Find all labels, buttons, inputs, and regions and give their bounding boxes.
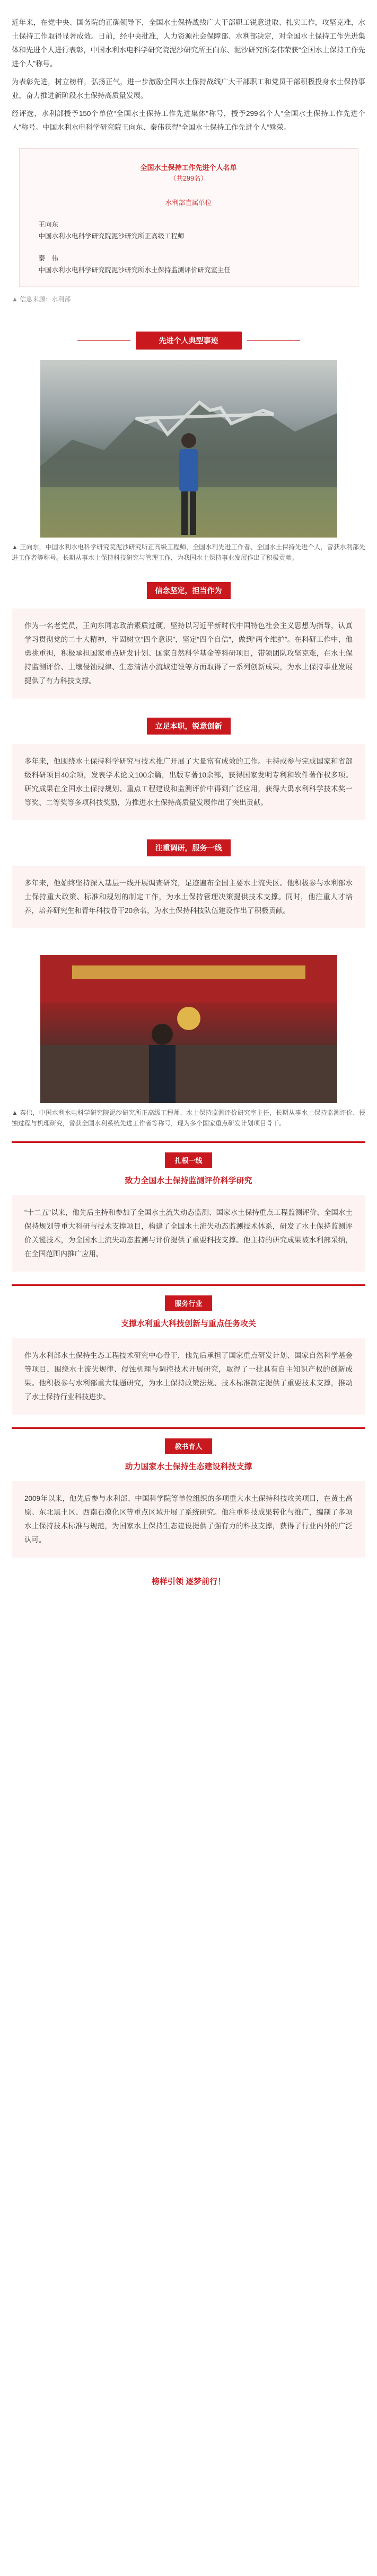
- source-line: ▲ 信息来源：水利部: [12, 296, 71, 303]
- intro-paragraph-2: 为表彰先进，树立榜样，弘扬正气，进一步激励全国水土保持战线广大干部职工和党员干部积极投身水土保持事业，奋力推进新阶段水土保持高质量发展。: [12, 78, 365, 100]
- section-banner: 先进个人典型事迹: [136, 332, 242, 350]
- honor-list-subtitle: （共299名）: [170, 175, 207, 182]
- award-label: 教书育人: [165, 1438, 212, 1454]
- person-name: 王向东: [38, 221, 59, 228]
- award-text: 作为水利部水土保持生态工程技术研究中心骨干，他先后承担了国家重点研发计划、国家自然科学基金等项目，围绕水土流失规律、侵蚀机理与调控技术开展研究，取得了一批具有自主知识产权的创新成果。他积极参与水利部重大课题研究，为水土保持政策法规、技术标准制定提供了重要技术支撑，推动了水土保持行业科技进步。: [24, 1352, 353, 1401]
- honor-list-title: 全国水土保持工作先进个人名单: [140, 164, 237, 172]
- content-box: [12, 744, 365, 820]
- award-card: [12, 1284, 365, 1415]
- content-box: [12, 609, 365, 699]
- award-label: 扎根一线: [165, 1152, 212, 1168]
- mountain-photo: [40, 360, 337, 538]
- content-box: [12, 1195, 365, 1272]
- block-heading: [12, 718, 365, 735]
- award-title: 致力全国水土保持监测评价科学研究: [125, 1176, 252, 1185]
- photo-caption: ▲ 秦伟，中国水利水电科学研究院泥沙研究所正高级工程师、水土保持监测评价研究室主任，长期从事水土保持监测评价、侵蚀过程与机理研究，曾获全国水利系统先进工作者等称号，现为多个国家重点研发计划项目骨干。: [12, 1109, 365, 1127]
- award-head: [12, 1295, 365, 1311]
- person-unit: 中国水利水电科学研究院泥沙研究所水土保持监测评价研究室主任: [38, 266, 231, 274]
- content-box: [12, 1481, 365, 1558]
- award-head: [12, 1152, 365, 1168]
- person-unit: 中国水利水电科学研究院泥沙研究所正高级工程师: [38, 232, 185, 240]
- block-heading-label: 注重调研，服务一线: [147, 839, 231, 856]
- photo-caption: ▲ 王向东，中国水利水电科学研究院泥沙研究所正高级工程师，全国水利先进工作者、全国水土保持先进个人，曾获水利部先进工作者等称号。长期从事水土保持科技研究与管理工作，为我国水土保持事业发展作出了积极贡献。: [12, 543, 365, 561]
- honor-list-category: 水利部直属单位: [165, 199, 212, 207]
- spacer: [12, 934, 365, 955]
- award-text: 2009年以来，他先后参与水利部、中国科学院等单位组织的多项重大水土保持科技攻关项目，在黄土高原、东北黑土区、西南石漠化区等重点区域开展了系统研究。他注重科技成果转化与推广，编制了多项水土保持技术标准与规范，为国家水土保持生态建设提供了强有力的科技支撑，获得了行业内外的广泛认可。: [24, 1495, 353, 1544]
- block-heading-label: 立足本职，锐意创新: [147, 718, 231, 735]
- award-head: [12, 1438, 365, 1454]
- person-figure: [173, 429, 205, 538]
- award-text: “十二五”以来，他先后主持和参加了全国水土流失动态监测、国家水土保持重点工程监测评价、全国水土保持规划等重大科研与技术支撑项目，构建了全国水土流失动态监测技术体系，研发了水土保持监测评价关键技术，为全国水土流失动态监测与评价提供了重要科技支撑。他主持的研究成果被水利部采纳，在全国范围内推广应用。: [24, 1209, 353, 1258]
- footer-slogan: 榜样引领 逐梦前行！: [151, 1577, 226, 1586]
- award-card: [12, 1141, 365, 1272]
- block-heading: [12, 582, 365, 599]
- spacer: [12, 306, 365, 332]
- award-title: 助力国家水土保持生态建设科技支撑: [125, 1462, 252, 1471]
- block-heading-label: 信念坚定，担当作为: [147, 582, 231, 599]
- block-text: 多年来，他围绕水土保持科学研究与技术推广开展了大量富有成效的工作。主持或参与完成国家和省部级科研项目40余项，发表学术论文100余篇，出版专著10余部，获得国家发明专利和软件著作权多项。研究成果在全国水土保持规划、重点工程建设和监测评价中得到广泛应用，获得大禹水利科学技术奖一等奖、二等奖等多项科技奖励，为推进水土保持高质量发展作出了突出贡献。: [24, 757, 353, 807]
- block-text: 作为一名老党员，王向东同志政治素质过硬，坚持以习近平新时代中国特色社会主义思想为指导，认真学习贯彻党的二十大精神，牢固树立“四个意识”，坚定“四个自信”，做到“两个维护”。在科研工作中，他勇挑重担，积极承担国家重点研发计划、国家自然科学基金等科研项目，带领团队攻坚克难，在水土保持监测评价、土壤侵蚀规律、生态清洁小流域建设等方面取得了一系列创新成果，为水土保持事业发展提供了有力科技支撑。: [24, 622, 353, 685]
- intro-paragraph-1: 近年来，在党中央、国务院的正确领导下，全国水土保持战线广大干部职工锐意进取、扎实工作，攻坚克难，水土保持工作取得显著成效。日前，经中央批准，人力资源社会保障部、水利部决定，对全国水土保持工作先进集体和先进个人进行表彰，中国水利水电科学研究院泥沙研究所王向东、泥沙研究所秦伟荣获“全国水土保持工作先进个人”称号。: [12, 19, 365, 68]
- block-text: 多年来，他始终坚持深入基层一线开展调查研究，足迹遍布全国主要水土流失区。他积极参与水利部水土保持重大政策、标准和规划的制定工作，为水土保持管理决策提供技术支撑。同时，他注重人才培养，培养研究生和青年科技骨干20余名，为水土保持科技队伍建设作出了积极贡献。: [24, 879, 353, 915]
- block-heading: [12, 839, 365, 856]
- honor-list-box: [19, 148, 358, 287]
- intro-paragraph-3: 经评选，水利部授予150个单位“全国水土保持工作先进集体”称号，授予299名个人“全国水土保持工作先进个人”称号。中国水利水电科学研究院王向东、秦伟获得“全国水土保持工作先进个人”殊荣。: [12, 110, 365, 131]
- award-title: 支撑水利重大科技创新与重点任务攻关: [120, 1319, 256, 1328]
- award-label: 服务行业: [165, 1295, 212, 1311]
- person-name: 秦 伟: [38, 255, 59, 262]
- content-box: [12, 1338, 365, 1415]
- conference-photo: [40, 955, 337, 1103]
- content-box: [12, 866, 365, 928]
- conference-scene: [40, 955, 337, 1103]
- award-card: [12, 1427, 365, 1558]
